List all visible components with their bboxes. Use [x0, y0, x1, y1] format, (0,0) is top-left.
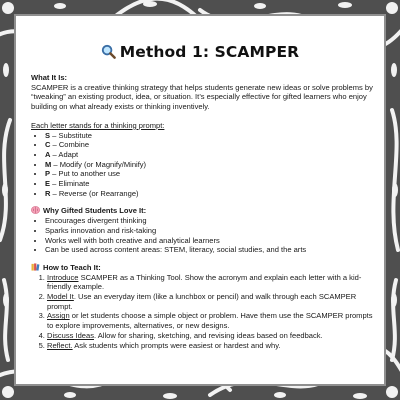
title-text: Method 1: SCAMPER	[119, 43, 300, 61]
step-text: Ask students which prompts were easiest or hardest and why.	[72, 340, 281, 350]
why-heading-text: Why Gifted Students Love It:	[43, 206, 147, 216]
list-item: • Can be used across content areas: STEM, literacy, social studies, and the arts	[45, 245, 377, 255]
step-lead: Model It	[47, 292, 74, 302]
letter-item	[45, 160, 377, 170]
letter: S	[45, 130, 51, 140]
body-content	[31, 73, 377, 350]
step-lead: Discuss Ideas	[47, 330, 94, 340]
letter-item	[45, 179, 377, 189]
step-text: . Use an everyday item (like a lunchbox or pencil) and walk through each SCAMPER prompt.	[47, 292, 357, 311]
what-body: SCAMPER is a creative thinking strategy that helps students generate new ideas or solve problems by “tweaking” an existing product, idea, or situation. It’s especially effective for gifted learners who enjoy building on what already exists or thinking inventively.	[31, 82, 373, 112]
how-heading-text: How to Teach It:	[43, 262, 101, 272]
step-item	[47, 331, 377, 341]
letter-item	[45, 140, 377, 150]
list-item: • Encourages divergent thinking	[45, 216, 377, 226]
step-item	[47, 273, 377, 292]
letter: R	[45, 188, 51, 198]
step-text: SCAMPER as a Thinking Tool. Show the acronym and explain each letter with a kid-friendly example.	[47, 272, 362, 292]
list-item: • Works well with both creative and analytical learners	[45, 236, 377, 246]
letter: C	[45, 140, 51, 150]
letter-meaning: – Combine	[50, 140, 90, 150]
step-text: . Allow for sharing, sketching, and revising ideas based on feedback.	[93, 330, 323, 340]
letters-intro: Each letter stands for a thinking prompt:	[31, 120, 165, 130]
page-title	[16, 43, 384, 61]
step-text: or let students choose a simple object or problem. Have them use the SCAMPER prompts to explore improvements, alternatives, or new designs.	[47, 311, 373, 331]
what-heading: What It Is:	[31, 73, 68, 82]
letter: E	[45, 179, 51, 189]
letter-meaning: – Substitute	[50, 130, 93, 140]
letter-item	[45, 189, 377, 199]
letters-list	[31, 131, 377, 199]
step-item	[47, 292, 377, 311]
letter-meaning: – Reverse (or Rearrange)	[50, 188, 139, 198]
letter-item	[45, 131, 377, 141]
why-list	[31, 216, 377, 255]
letter-item	[45, 150, 377, 160]
how-heading	[31, 263, 377, 273]
brain-icon	[31, 206, 40, 214]
content-card	[14, 14, 386, 386]
letter: A	[45, 149, 51, 159]
books-icon	[31, 263, 40, 271]
letter-meaning: – Adapt	[50, 149, 79, 159]
step-item	[47, 311, 377, 330]
letter: M	[45, 159, 52, 169]
how-steps	[31, 273, 377, 351]
list-item: • Sparks innovation and risk-taking	[45, 226, 377, 236]
letter: P	[45, 169, 51, 179]
why-heading	[31, 206, 377, 216]
step-lead: Introduce	[47, 272, 79, 282]
step-item	[47, 341, 377, 351]
step-lead: Reflect.	[47, 340, 73, 350]
step-lead: Assign	[47, 311, 70, 321]
letter-item	[45, 169, 377, 179]
letter-meaning: – Modify (or Magnify/Minify)	[51, 159, 147, 169]
magnifying-glass-icon	[101, 44, 116, 59]
letter-meaning: – Put to another use	[50, 169, 121, 179]
letter-meaning: – Eliminate	[50, 179, 90, 189]
